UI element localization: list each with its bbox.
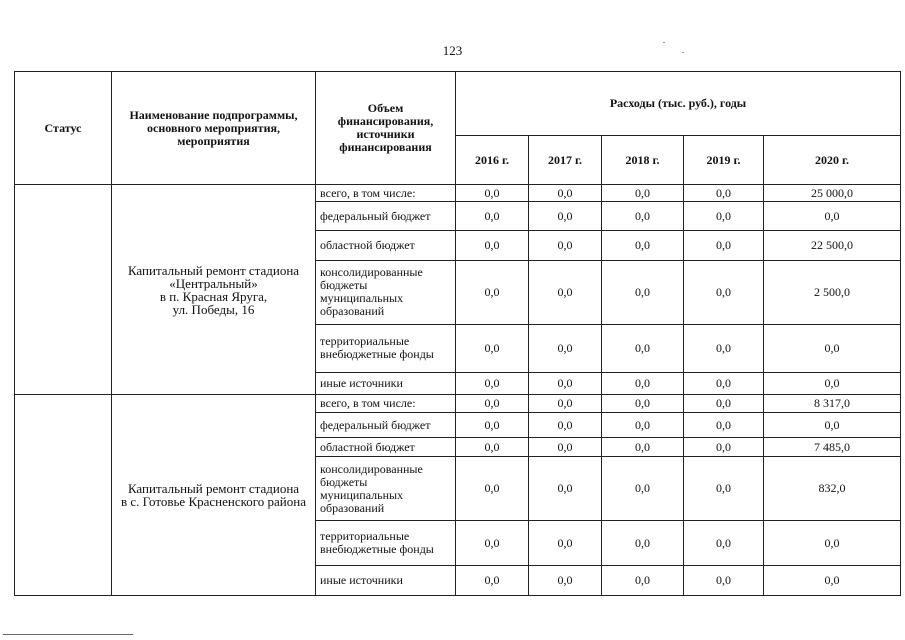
page-number: 123 [442, 43, 463, 58]
amount-cell: 0,0 [602, 395, 684, 412]
funding-source-line: консолидированные [320, 265, 423, 280]
amount-cell: 0,0 [684, 565, 764, 595]
funding-source-cell: областной бюджет [316, 438, 456, 456]
table-row [15, 185, 901, 202]
header-year: 2020 г. [764, 136, 901, 185]
amount-cell: 0,0 [684, 438, 764, 456]
funding-source-cell [316, 456, 456, 521]
amount-cell: 0,0 [456, 521, 529, 565]
funding-source-line: бюджеты [320, 278, 368, 293]
header-expenses: Расходы (тыс. руб.), годы [456, 72, 901, 136]
event-name-cell [112, 395, 316, 596]
event-name-line: ул. Победы, 16 [172, 301, 255, 317]
amount-cell: 0,0 [529, 456, 602, 521]
funding-source-line: образований [320, 500, 385, 515]
amount-cell: 0,0 [764, 521, 901, 565]
event-name-line: Капитальный ремонт стадиона [127, 262, 300, 278]
status-cell [15, 185, 112, 395]
amount-cell: 0,0 [764, 202, 901, 231]
amount-cell: 0,0 [456, 231, 529, 260]
funding-source-line: территориальные [320, 529, 410, 544]
amount-cell: 0,0 [684, 372, 764, 395]
amount-cell: 0,0 [602, 438, 684, 456]
amount-cell: 0,0 [529, 260, 602, 325]
amount-cell: 0,0 [684, 412, 764, 438]
header-year: 2016 г. [456, 136, 529, 185]
amount-cell: 7 485,0 [764, 438, 901, 456]
amount-cell: 0,0 [456, 395, 529, 412]
amount-cell: 0,0 [684, 325, 764, 372]
funding-source-line: внебюджетные фонды [320, 347, 434, 362]
amount-cell: 0,0 [764, 372, 901, 395]
amount-cell: 0,0 [602, 185, 684, 202]
amount-cell: 0,0 [456, 565, 529, 595]
amount-cell: 0,0 [456, 456, 529, 521]
amount-cell: 0,0 [602, 202, 684, 231]
amount-cell: 0,0 [529, 565, 602, 595]
amount-cell: 0,0 [529, 325, 602, 372]
funding-source-line: муниципальных [320, 487, 404, 502]
amount-cell: 0,0 [456, 438, 529, 456]
amount-cell: 0,0 [456, 325, 529, 372]
header-status: Статус [15, 72, 112, 185]
header-name: Наименование подпрограммы, основного мероприятия, мероприятия [112, 72, 316, 185]
scan-speck [682, 52, 684, 53]
amount-cell: 0,0 [684, 456, 764, 521]
amount-cell: 0,0 [529, 185, 602, 202]
amount-cell: 0,0 [602, 412, 684, 438]
funding-source-cell: областной бюджет [316, 231, 456, 260]
amount-cell: 0,0 [456, 260, 529, 325]
financing-table [14, 71, 901, 596]
funding-source-cell [316, 521, 456, 565]
event-name-line: «Центральный» [169, 275, 258, 291]
scan-speck [663, 42, 665, 43]
amount-cell: 0,0 [684, 185, 764, 202]
table-row [15, 395, 901, 412]
amount-cell: 0,0 [684, 202, 764, 231]
amount-cell: 0,0 [602, 456, 684, 521]
funding-source-cell: всего, в том числе: [316, 185, 456, 202]
amount-cell: 0,0 [602, 325, 684, 372]
amount-cell: 0,0 [456, 412, 529, 438]
amount-cell: 22 500,0 [764, 231, 901, 260]
amount-cell: 0,0 [764, 412, 901, 438]
amount-cell: 25 000,0 [764, 185, 901, 202]
event-name-cell [112, 185, 316, 395]
funding-source-line: образований [320, 304, 385, 319]
amount-cell: 0,0 [529, 412, 602, 438]
amount-cell: 0,0 [529, 395, 602, 412]
amount-cell: 0,0 [529, 231, 602, 260]
funding-source-line: территориальные [320, 334, 410, 349]
funding-source-line: муниципальных [320, 291, 404, 306]
header-year: 2017 г. [529, 136, 602, 185]
funding-source-cell: иные источники [316, 565, 456, 595]
event-name-line: в п. Красная Яруга, [159, 288, 268, 304]
amount-cell: 0,0 [529, 202, 602, 231]
amount-cell: 8 317,0 [764, 395, 901, 412]
amount-cell: 0,0 [529, 521, 602, 565]
amount-cell: 0,0 [684, 521, 764, 565]
header-year: 2019 г. [684, 136, 764, 185]
funding-source-line: консолидированные [320, 461, 423, 476]
amount-cell: 0,0 [456, 372, 529, 395]
amount-cell: 0,0 [456, 202, 529, 231]
amount-cell: 0,0 [602, 260, 684, 325]
amount-cell: 0,0 [764, 325, 901, 372]
amount-cell: 0,0 [529, 438, 602, 456]
status-cell [15, 395, 112, 596]
amount-cell: 0,0 [529, 372, 602, 395]
amount-cell: 2 500,0 [764, 260, 901, 325]
amount-cell: 0,0 [602, 565, 684, 595]
funding-source-cell: иные источники [316, 372, 456, 395]
amount-cell: 0,0 [602, 231, 684, 260]
funding-source-line: бюджеты [320, 474, 368, 489]
event-name-line: в с. Готовье Красненского района [121, 494, 306, 510]
amount-cell: 0,0 [602, 372, 684, 395]
bottom-rule [3, 634, 133, 635]
header-year: 2018 г. [602, 136, 684, 185]
amount-cell: 0,0 [764, 565, 901, 595]
funding-source-line: внебюджетные фонды [320, 542, 434, 557]
funding-source-cell: федеральный бюджет [316, 202, 456, 231]
amount-cell: 0,0 [602, 521, 684, 565]
header-volume: Объем финансирования, источники финансирования [316, 72, 456, 185]
funding-source-cell [316, 260, 456, 325]
amount-cell: 0,0 [684, 260, 764, 325]
funding-source-cell [316, 325, 456, 372]
event-name-line: Капитальный ремонт стадиона [127, 481, 300, 497]
amount-cell: 832,0 [764, 456, 901, 521]
amount-cell: 0,0 [456, 185, 529, 202]
funding-source-cell: всего, в том числе: [316, 395, 456, 412]
amount-cell: 0,0 [684, 395, 764, 412]
amount-cell: 0,0 [684, 231, 764, 260]
funding-source-cell: федеральный бюджет [316, 412, 456, 438]
